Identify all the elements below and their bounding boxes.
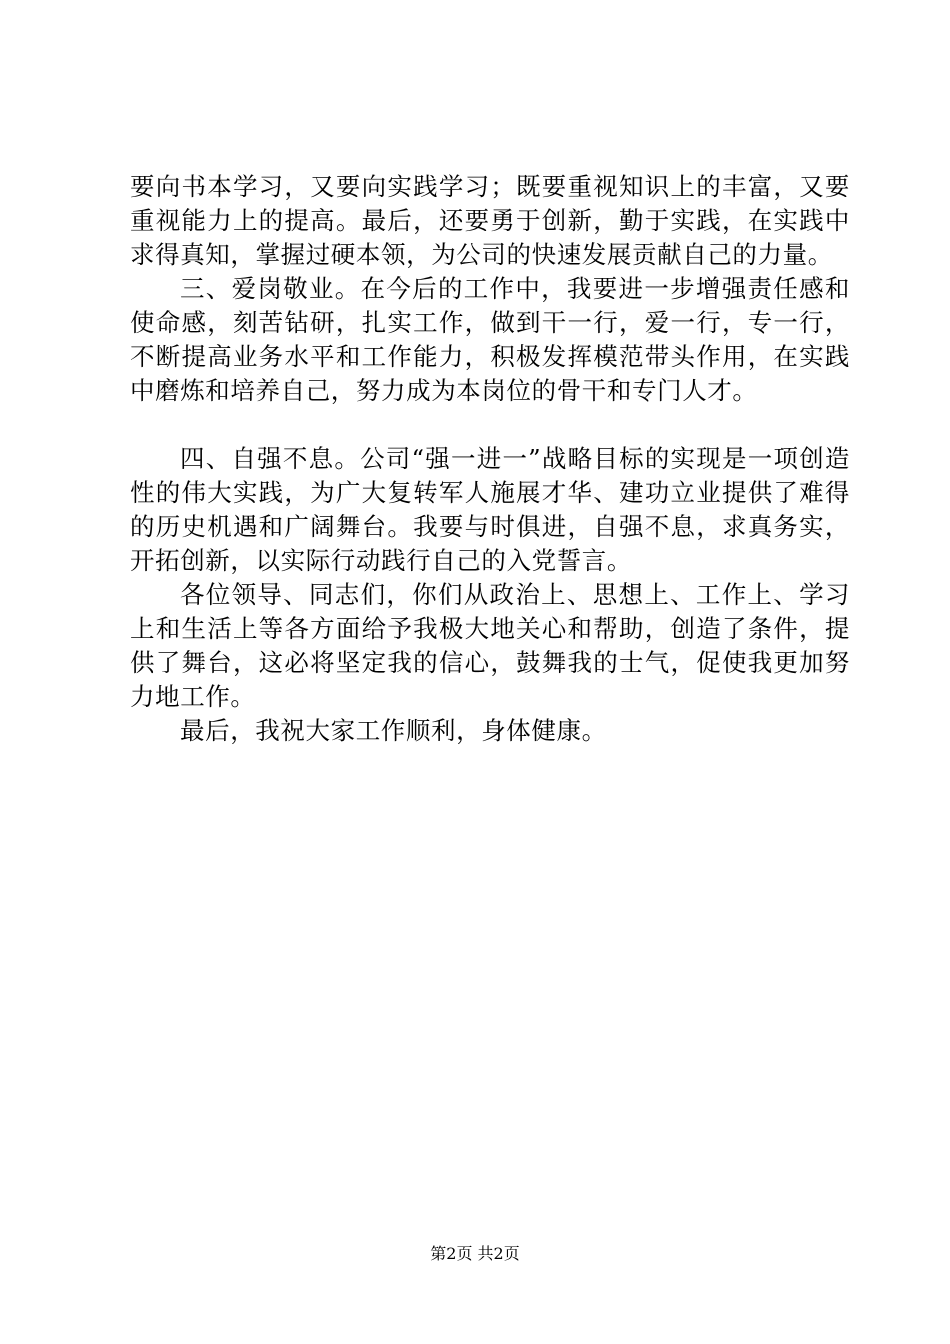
page-number-footer: 第2页 共2页 (430, 1244, 520, 1263)
paragraph-dedication: 三、爱岗敬业。在今后的工作中，我要进一步增强责任感和使命感，刻苦钻研，扎实工作，做到干一行，爱一行，专一行，不断提高业务水平和工作能力，积极发挥模范带头作用，在实践中磨炼和培养自己，努力成为本岗位的骨干和专门人才。 (130, 274, 850, 405)
document-body (130, 170, 850, 748)
paragraph-continuation: 要向书本学习，又要向实践学习；既要重视知识上的丰富，又要重视能力上的提高。最后，还要勇于创新，勤于实践，在实践中求得真知，掌握过硬本领，为公司的快速发展贡献自己的力量。 (130, 172, 850, 269)
paragraph-closing: 最后，我祝大家工作顺利，身体健康。 (180, 716, 607, 745)
paragraph-self-improvement: 四、自强不息。公司“强一进一”战略目标的实现是一项创造性的伟大实践，为广大复转军人施展才华、建功立业提供了难得的历史机遇和广阔舞台。我要与时俱进，自强不息，求真务实，开拓创新，以实际行动践行自己的入党誓言。 (130, 444, 850, 575)
paragraph-thanks: 各位领导、同志们，你们从政治上、思想上、工作上、学习上和生活上等各方面给予我极大地关心和帮助，创造了条件，提供了舞台，这必将坚定我的信心，鼓舞我的士气，促使我更加努力地工作。 (130, 580, 850, 711)
